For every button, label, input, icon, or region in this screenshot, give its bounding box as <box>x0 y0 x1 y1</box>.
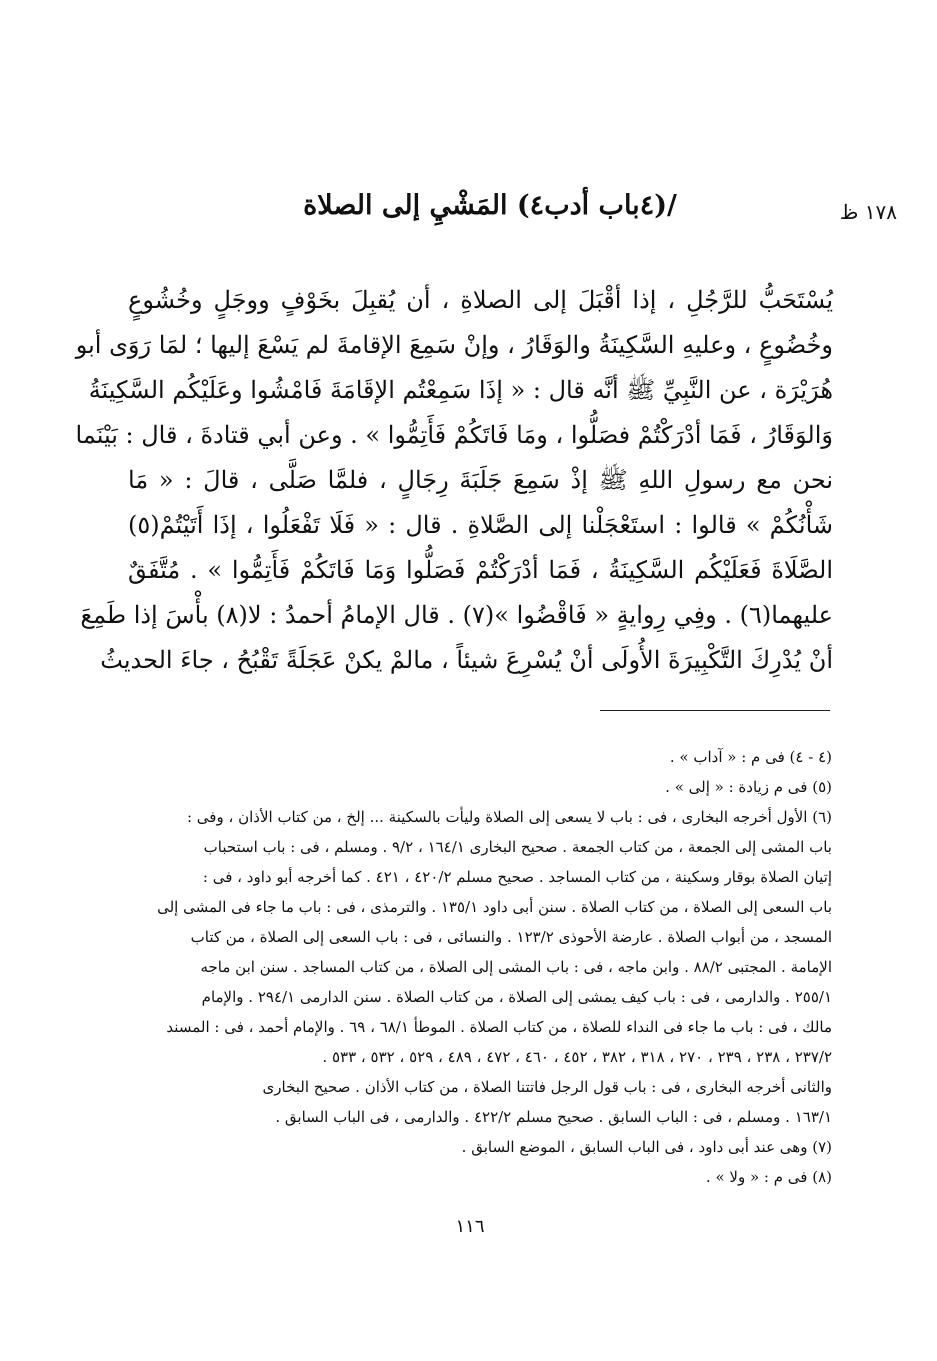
footnote-line: باب المشى إلى الجمعة ، من كتاب الجمعة . صحيح البخارى ١٦٤/١ ، ٩/٢ . ومسلم ، فى : باب استحباب <box>203 838 832 856</box>
main-text-line: نحن مع رسولِ اللهِ ﷺ إذْ سَمِعَ جَلَبَةَ رِجَالٍ ، فلمَّا صَلَّى ، قالَ : « مَا <box>128 466 833 494</box>
main-text-line: وخُضُوعٍ ، وعليهِ السَّكِينَةُ والوَقَارُ ، وإنْ سَمِعَ الإقامةَ لم يَسْعَ إليها ؛ لمَا رَوَى أبو <box>75 331 833 359</box>
main-text-line: شَأْنُكُمْ » قالوا : استَعْجَلْنا إلى الصَّلاةِ . قال : « فَلَا تَفْعَلُوا ، إذَا أَتَيْتُمْ(٥) <box>128 511 833 539</box>
footnote-line: (٤ - ٤) فى م : « آداب » . <box>669 748 832 766</box>
main-text <box>75 278 833 683</box>
main-text-line: وَالوَقَارُ ، فَمَا أدْرَكْتُمْ فصَلُّوا ، ومَا فَاتَكُمْ فَأَتِمُّوا » . وعن أبي قتادةَ ، قال : بَيْنَما <box>75 421 833 449</box>
footnote-line: ١٦٣/١ . ومسلم ، فى : الباب السابق . صحيح مسلم ٤٢٢/٢ . والدارمى ، فى الباب السابق . <box>275 1108 832 1126</box>
footnote-divider <box>600 710 830 711</box>
footnote-line: ٢٣٧/٢ ، ٢٣٨ ، ٢٣٩ ، ٢٧٠ ، ٣١٨ ، ٣٨٢ ، ٤٥٢ ، ٤٦٠ ، ٤٧٢ ، ٤٨٩ ، ٥٢٩ ، ٥٣٢ ، ٥٣٣ . <box>322 1048 832 1066</box>
footnote-line: الإمامة . المجتبى ٨٨/٢ . وابن ماجه ، فى : باب المشى إلى الصلاة ، من كتاب المساجد . سنن ابن ماجه <box>200 958 832 976</box>
chapter-title: /(٤باب أدب٤) المَشْيِ إلى الصلاة <box>303 190 677 221</box>
footnotes <box>142 742 832 1192</box>
main-text-line: يُسْتَحَبُّ للرَّجُلِ ، إذا أقْبَلَ إلى الصلاةِ ، أن يُقبِلَ بخَوْفٍ ووجَلٍ وخُشُوعٍ <box>128 286 833 314</box>
main-text-line: هُرَيْرَة ، عن النَّبِيِّ ﷺ أنَّه قال : « إذَا سَمِعْتُم الإقَامَةَ فَامْشُوا وعَلَيْكُم السَّكِينَةُ <box>88 376 833 404</box>
main-text-line: الصَّلَاةَ فَعَلَيْكُم السَّكِينَةُ ، فَمَا أدْرَكْتُمْ فَصَلُّوا وَمَا فَاتَكُمْ فَأَتِمُّوا » . مُتَّفَقٌ <box>128 556 833 584</box>
footnote-line: (٧) وهى عند أبى داود ، فى الباب السابق ، الموضع السابق . <box>461 1138 832 1156</box>
footnote-line: (٦) الأول أخرجه البخارى ، فى : باب لا يسعى إلى الصلاة وليأت بالسكينة ... إلخ ، من كتاب الأذان ، وفى : <box>186 808 832 826</box>
page-number: ١١٦ <box>455 1216 485 1237</box>
main-text-line: عليهما(٦) . وفِي رِوايةٍ « فَاقْضُوا »(٧) . قال الإمامُ أحمدُ : لا(٨) بأْسَ إذا طَمِعَ <box>80 601 833 629</box>
footnote-line: والثانى أخرجه البخارى ، فى : باب قول الرجل فاتتنا الصلاة ، من كتاب الأذان . صحيح البخارى <box>262 1078 832 1096</box>
folio-margin-note: ١٧٨ ظ <box>839 200 897 224</box>
footnote-line: باب السعى إلى الصلاة ، من كتاب الصلاة . سنن أبى داود ١٣٥/١ . والترمذى ، فى : باب ما جاء فى المشى إلى <box>157 898 832 916</box>
main-text-line: أنْ يُدْرِكَ التَّكْبِيرَةَ الأُولَى أنْ يُسْرِعَ شيئاً ، مالمْ يكنْ عَجَلَةً تَقْبُحُ ، جاءَ الحديثُ <box>100 646 833 674</box>
footnote-line: إتيان الصلاة بوقار وسكينة ، من كتاب المساجد . صحيح مسلم ٤٢٠/٢ ، ٤٢١ . كما أخرجه أبو داود ، فى : <box>202 868 832 886</box>
footnote-line: ٢٥٥/١ . والدارمى ، فى : باب كيف يمشى إلى الصلاة ، من كتاب الصلاة . سنن الدارمى ٢٩٤/١ . والإمام <box>201 988 832 1006</box>
footnote-line: المسجد ، من أبواب الصلاة . عارضة الأحوذى ١٢٣/٢ . والنسائى ، فى : باب السعى إلى الصلاة ، من كتاب <box>190 928 832 946</box>
footnote-line: (٨) فى م : « ولا » . <box>705 1168 832 1186</box>
footnote-line: مالك ، فى : باب ما جاء فى النداء للصلاة ، من كتاب الصلاة . الموطأ ٦٨/١ ، ٦٩ . والإمام أحمد ، فى : المسند <box>166 1018 832 1036</box>
footnote-line: (٥) فى م زيادة : « إلى » . <box>665 778 832 796</box>
